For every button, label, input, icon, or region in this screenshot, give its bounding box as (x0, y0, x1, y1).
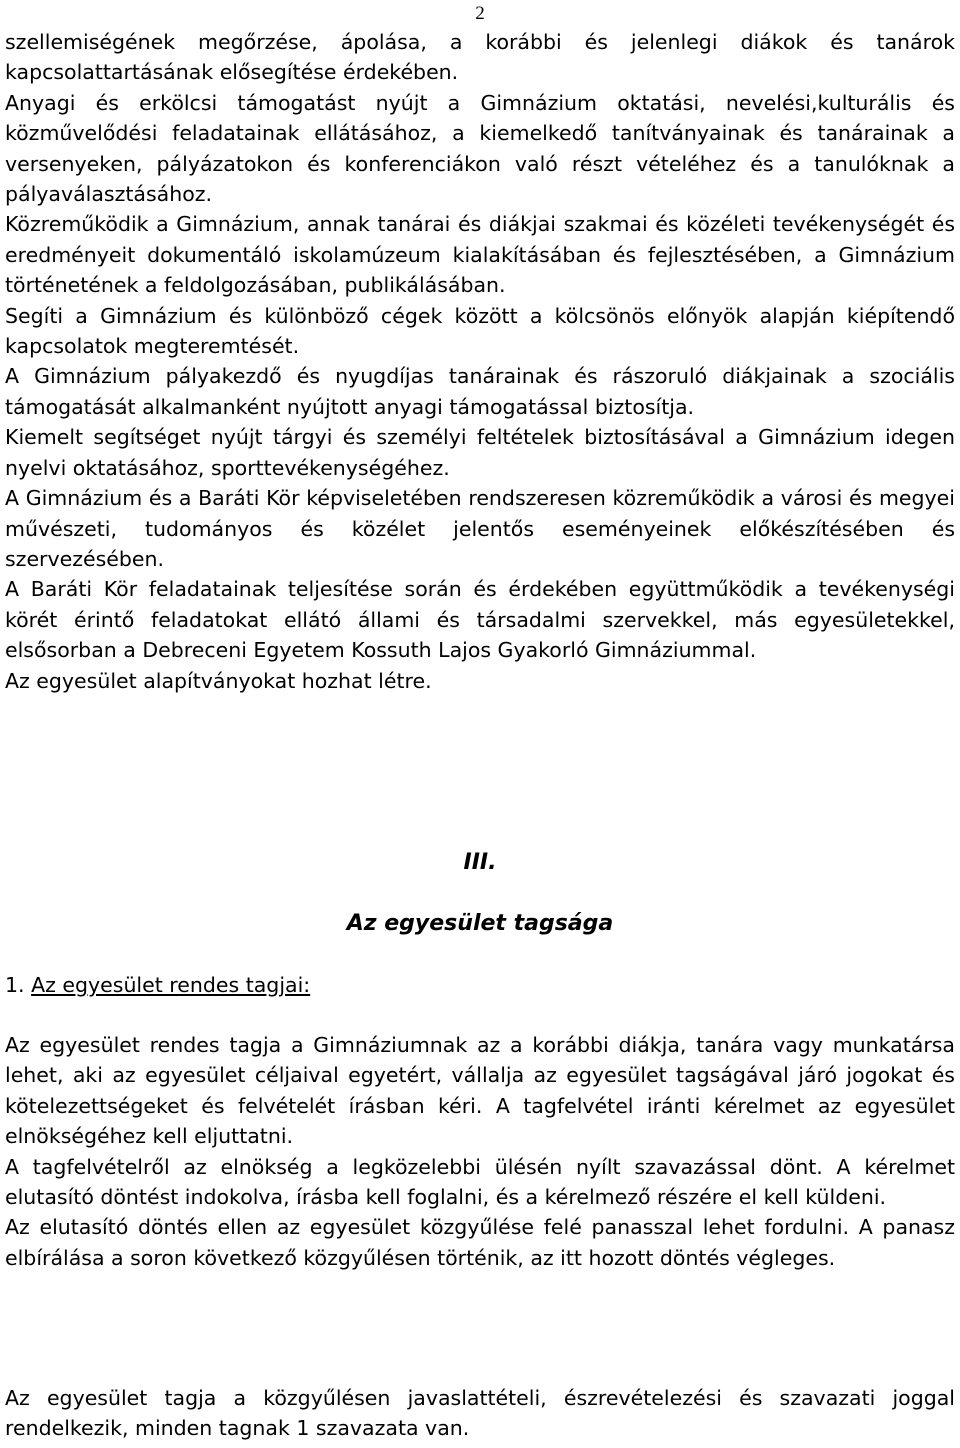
page-number: 2 (475, 3, 485, 24)
intro-paragraph: Közreműködik a Gimnázium, annak tanárai és diákjai szakmai és közéleti tevékenységét és eredményeit dokumentáló iskolamúzeum kialakításában és fejlesztésében, a Gimnázium történetének a feldolgozásában, publikálásában. (5, 212, 955, 298)
section-paragraph: Az elutasító döntés ellen az egyesület közgyűlése felé panasszal lehet fordulni. A panasz elbírálása a soron következő közgyűlésen történik, az itt hozott döntés végleges. (5, 1215, 955, 1270)
section-heading (5, 970, 310, 1000)
section-title: Az egyesület rendes tagjai: (31, 973, 311, 997)
section-text-block (5, 1030, 955, 1273)
chapter-title: Az egyesület tagsága (346, 911, 614, 936)
closing-text-block (5, 1383, 955, 1444)
closing-paragraph: Az egyesület tagja a közgyűlésen javaslattételi, észrevételezési és szavazati joggal rendelkezik, minden tagnak 1 szavazata van. (5, 1386, 955, 1441)
intro-paragraph: Az egyesület alapítványokat hozhat létre. (5, 668, 432, 693)
intro-paragraph: Anyagi és erkölcsi támogatást nyújt a Gimnázium oktatási, nevelési,kulturális és közművelődési feladatainak ellátásához, a kiemelkedő tanítványainak és tanárainak a versenyeken, pályázatokon és konferenciákon való részt vételéhez és a tanulóknak a pályaválasztásához. (5, 90, 955, 207)
intro-text-block (5, 27, 955, 696)
section-number: 1. (5, 973, 25, 997)
intro-paragraph: szellemiségének megőrzése, ápolása, a korábbi és jelenlegi diákok és tanárok kapcsolattartásának elősegítése érdekében. (5, 30, 955, 85)
chapter-number: III. (463, 850, 497, 875)
intro-paragraph: Segíti a Gimnázium és különböző cégek között a kölcsönös előnyök alapján kiépítendő kapcsolatok megteremtését. (5, 303, 955, 359)
section-paragraph: A tagfelvételről az elnökség a legközelebbi ülésén nyílt szavazással dönt. A kérelmet elutasító döntést indokolva, írásba kell foglalni, és a kérelmező részére el kell küldeni. (5, 1154, 955, 1210)
intro-paragraph: A Gimnázium és a Baráti Kör képviseletében rendszeresen közreműködik a városi és megyei művészeti, tudományos és közélet jelentős eseményeinek előkészítésében és szervezésében. (5, 486, 955, 571)
intro-paragraph: Kiemelt segítséget nyújt tárgyi és személyi feltételek biztosításával a Gimnázium idegen nyelvi oktatásához, sporttevékenységéhez. (5, 425, 955, 480)
section-paragraph: Az egyesület rendes tagja a Gimnáziumnak az a korábbi diákja, tanára vagy munkatársa lehet, aki az egyesület céljaival egyetért, vállalja az egyesület tagságával járó jogokat és kötelezettségeket és felvételét írásban kéri. A tagfelvétel iránti kérelmet az egyesület elnökségéhez kell eljuttatni. (5, 1033, 955, 1149)
intro-paragraph: A Baráti Kör feladatainak teljesítése során és érdekében együttműködik a tevékenységi körét érintő feladatokat ellátó állami és társadalmi szervekkel, más egyesületekkel, elsősorban a Debreceni Egyetem Kossuth Lajos Gyakorló Gimnáziummal. (5, 577, 955, 663)
intro-paragraph: A Gimnázium pályakezdő és nyugdíjas tanárainak és rászoruló diákjainak a szociális támogatását alkalmanként nyújtott anyagi támogatással biztosítja. (5, 364, 955, 419)
